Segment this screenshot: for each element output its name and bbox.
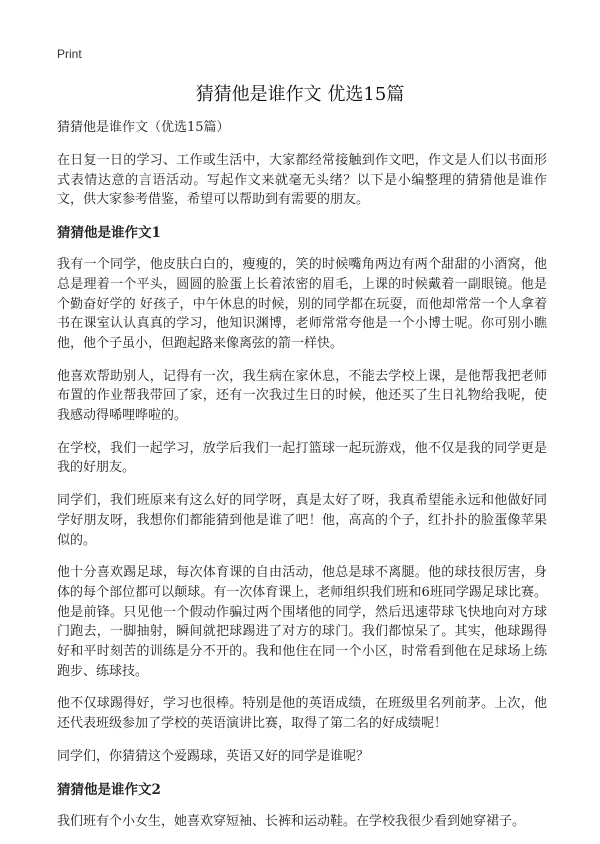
essay-section-1 bbox=[57, 223, 547, 766]
section-heading: 猜猜他是谁作文1 bbox=[57, 225, 161, 242]
document-title: 猜猜他是谁作文 优选15篇 bbox=[195, 84, 405, 105]
paragraph: 同学们，我们班原来有这么好的同学呀，真是太好了呀，我真希望能永远和他做好同学好朋友呀，我想你们都能猜到他是谁了吧！他，高高的个子，红扑扑的脸蛋像苹果似的。 bbox=[57, 493, 547, 548]
paragraph: 同学们，你猜猜这个爱踢球，英语又好的同学是谁呢？ bbox=[57, 748, 370, 764]
intro-paragraph: 在日复一日的学习、工作或生活中，大家都经常接触到作文吧，作文是人们以书面形式表情达意的言语活动。写起作文来就毫无头绪？以下是小编整理的猜猜他是谁作文，供大家参考借鉴，希望可以帮助到有需要的朋友。 bbox=[57, 153, 547, 208]
paragraph: 他不仅球踢得好，学习也很棒。特别是他的英语成绩，在班级里名列前茅。上次，他还代表班级参加了学校的英语演讲比赛，取得了第二名的好成绩呢！ bbox=[57, 696, 547, 732]
paragraph: 我们班有个小女生，她喜欢穿短袖、长裤和运动鞋。在学校我很少看到她穿裙子。 bbox=[57, 813, 526, 829]
essay-section-2 bbox=[57, 780, 547, 832]
document-body bbox=[57, 118, 547, 844]
print-link[interactable]: Print bbox=[57, 47, 82, 61]
paragraph: 他喜欢帮助别人，记得有一次，我生病在家休息，不能去学校上课，是他帮我把老师布置的作业帮我带回了家，还有一次我过生日的时候，他还买了生日礼物给我呢，使我感动得唏哩哗啦的。 bbox=[57, 368, 547, 424]
paragraph: 他十分喜欢踢足球，每次体育课的自由活动，他总是球不离腿。他的球技很厉害，身体的每个部位都可以颠球。有一次体育课上，老师组织我们班和6班同学踢足球比赛。他是前锋。只见他一个假动作骗过两个围堵他的同学，然后迅速带球飞快地向对方球门跑去，一脚抽射，瞬间就把球踢进了对方的球门。我们都惊呆了。其实，他球踢得好和平时刻苦的训练是分不开的。我和他住在同一个小区，时常看到他在足球场上练跑步、练球技。 bbox=[57, 565, 547, 679]
section-heading: 猜猜他是谁作文2 bbox=[57, 781, 161, 798]
paragraph: 在学校，我们一起学习，放学后我们一起打篮球一起玩游戏，他不仅是我的同学更是我的好朋友。 bbox=[57, 440, 547, 476]
paragraph: 我有一个同学，他皮肤白白的，瘦瘦的，笑的时候嘴角两边有两个甜甜的小酒窝，他总是理着一个平头，圆圆的脸蛋上长着浓密的眉毛，上课的时候戴着一副眼镜。他是个勤奋好学的 好孩子，中午休息的时候，别的同学都在玩耍，而他却常常一个人拿着书在课室认认真真的学习，他知识渊博，老师常常夸他是一个小博士呢。你可别小瞧他，他个子虽小，但跑起路来像离弦的箭一样快。 bbox=[57, 257, 547, 351]
document-subtitle: 猜猜他是谁作文（优选15篇） bbox=[57, 120, 230, 135]
